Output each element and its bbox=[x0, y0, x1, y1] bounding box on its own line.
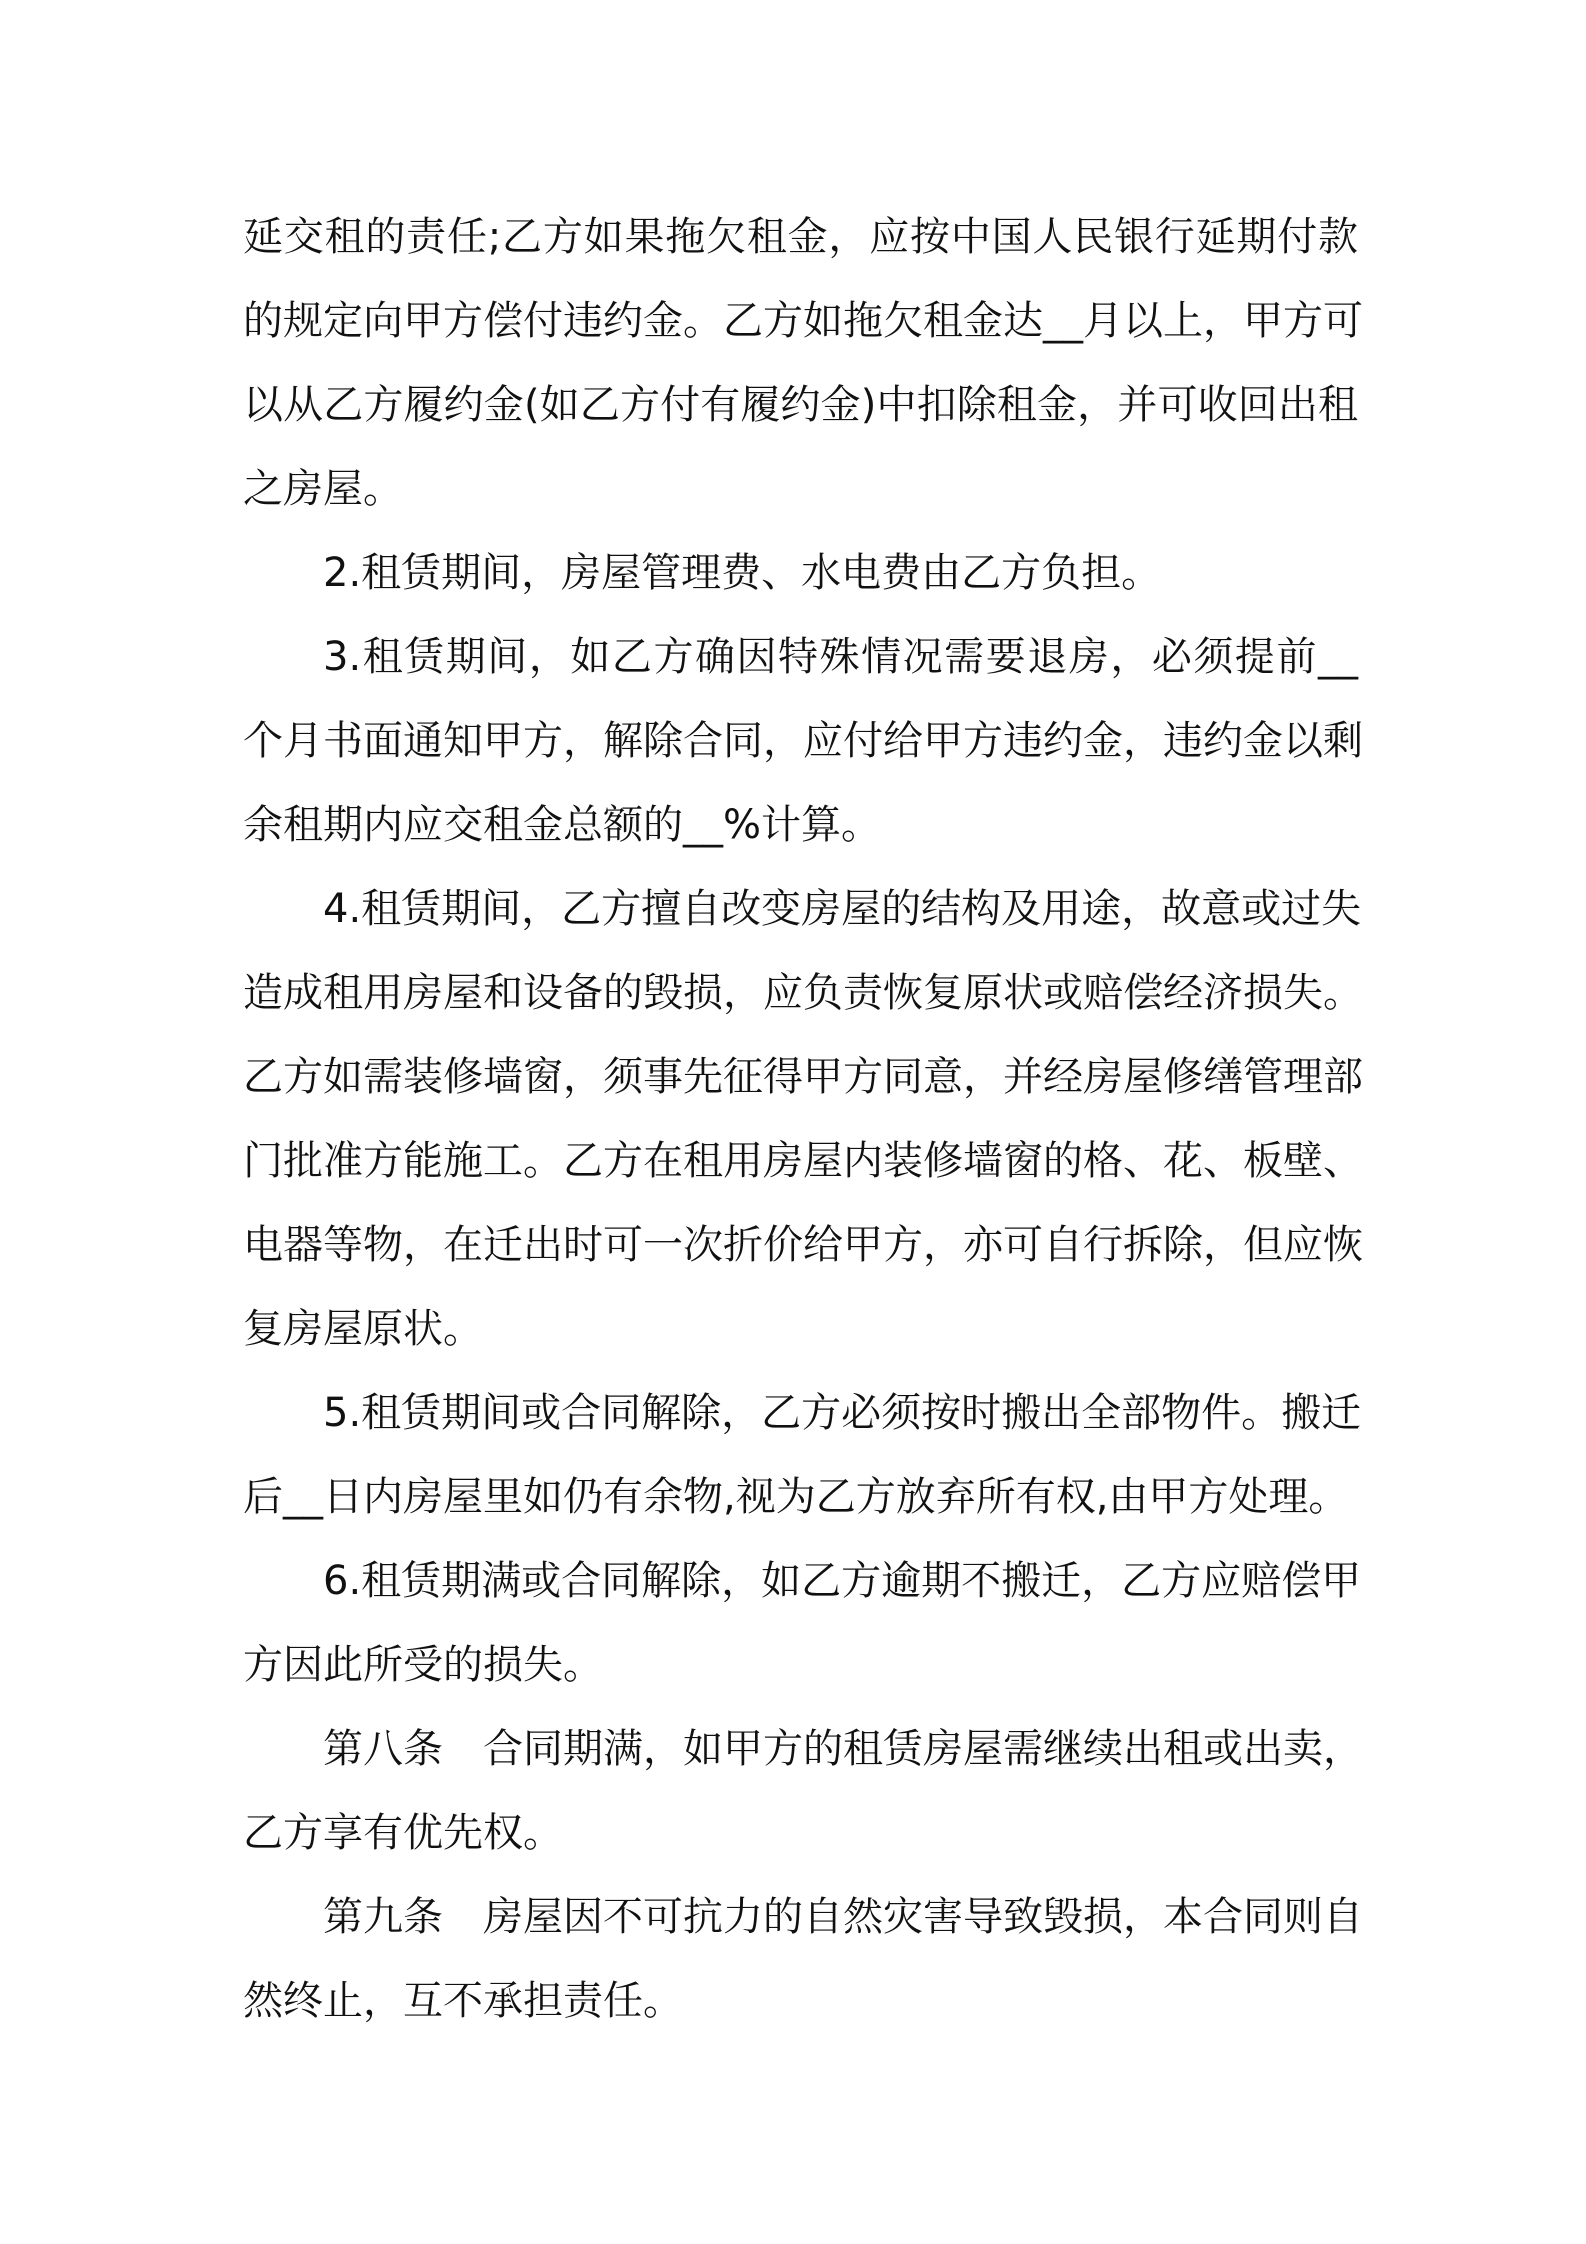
paragraph-article-9 bbox=[243, 1875, 1363, 2043]
text-line: 余租期内应交租金总额的__%计算。 bbox=[243, 802, 882, 848]
paragraph-clause-4 bbox=[243, 867, 1363, 1371]
text-line: 以从乙方履约金(如乙方付有履约金)中扣除租金，并可收回出租 bbox=[243, 382, 1358, 428]
text-line: 之房屋。 bbox=[243, 466, 403, 512]
text-line: 造成租用房屋和设备的毁损，应负责恢复原状或赔偿经济损失。 bbox=[243, 970, 1363, 1016]
paragraph-clause-5 bbox=[243, 1371, 1362, 1539]
text-line: 5.租赁期间或合同解除，乙方必须按时搬出全部物件。搬迁 bbox=[323, 1390, 1362, 1436]
text-line: 3.租赁期间，如乙方确因特殊情况需要退房，必须提前__ bbox=[323, 634, 1358, 680]
text-line: 第八条 合同期满，如甲方的租赁房屋需继续出租或出卖， bbox=[323, 1726, 1363, 1772]
paragraph-rent-arrears bbox=[243, 195, 1363, 531]
text-line: 方因此所受的损失。 bbox=[243, 1642, 603, 1688]
paragraph-clause-2 bbox=[243, 531, 1358, 615]
text-line: 乙方如需装修墙窗，须事先征得甲方同意，并经房屋修缮管理部 bbox=[243, 1054, 1363, 1100]
text-line: 4.租赁期间，乙方擅自改变房屋的结构及用途，故意或过失 bbox=[323, 886, 1362, 932]
text-line: 然终止，互不承担责任。 bbox=[243, 1978, 683, 2024]
text-line: 延交租的责任;乙方如果拖欠租金，应按中国人民银行延期付款 bbox=[243, 214, 1358, 260]
paragraph-article-8 bbox=[243, 1707, 1363, 1875]
paragraph-clause-6 bbox=[243, 1539, 1362, 1707]
text-line: 复房屋原状。 bbox=[243, 1306, 483, 1352]
text-line: 的规定向甲方偿付违约金。乙方如拖欠租金达__月以上，甲方可 bbox=[243, 298, 1363, 344]
text-line: 门批准方能施工。乙方在租用房屋内装修墙窗的格、花、板壁、 bbox=[243, 1138, 1363, 1184]
text-line: 6.租赁期满或合同解除，如乙方逾期不搬迁，乙方应赔偿甲 bbox=[323, 1558, 1362, 1604]
text-line: 乙方享有优先权。 bbox=[243, 1810, 563, 1856]
text-line: 第九条 房屋因不可抗力的自然灾害导致毁损，本合同则自 bbox=[323, 1894, 1363, 1940]
text-line: 2.租赁期间，房屋管理费、水电费由乙方负担。 bbox=[323, 550, 1162, 596]
text-line: 电器等物，在迁出时可一次折价给甲方，亦可自行拆除，但应恢 bbox=[243, 1222, 1363, 1268]
contract-text bbox=[243, 195, 1363, 2043]
text-line: 后__日内房屋里如仍有余物,视为乙方放弃所有权,由甲方处理。 bbox=[243, 1474, 1349, 1520]
text-line: 个月书面通知甲方，解除合同，应付给甲方违约金，违约金以剩 bbox=[243, 718, 1363, 764]
paragraph-clause-3 bbox=[243, 615, 1363, 867]
